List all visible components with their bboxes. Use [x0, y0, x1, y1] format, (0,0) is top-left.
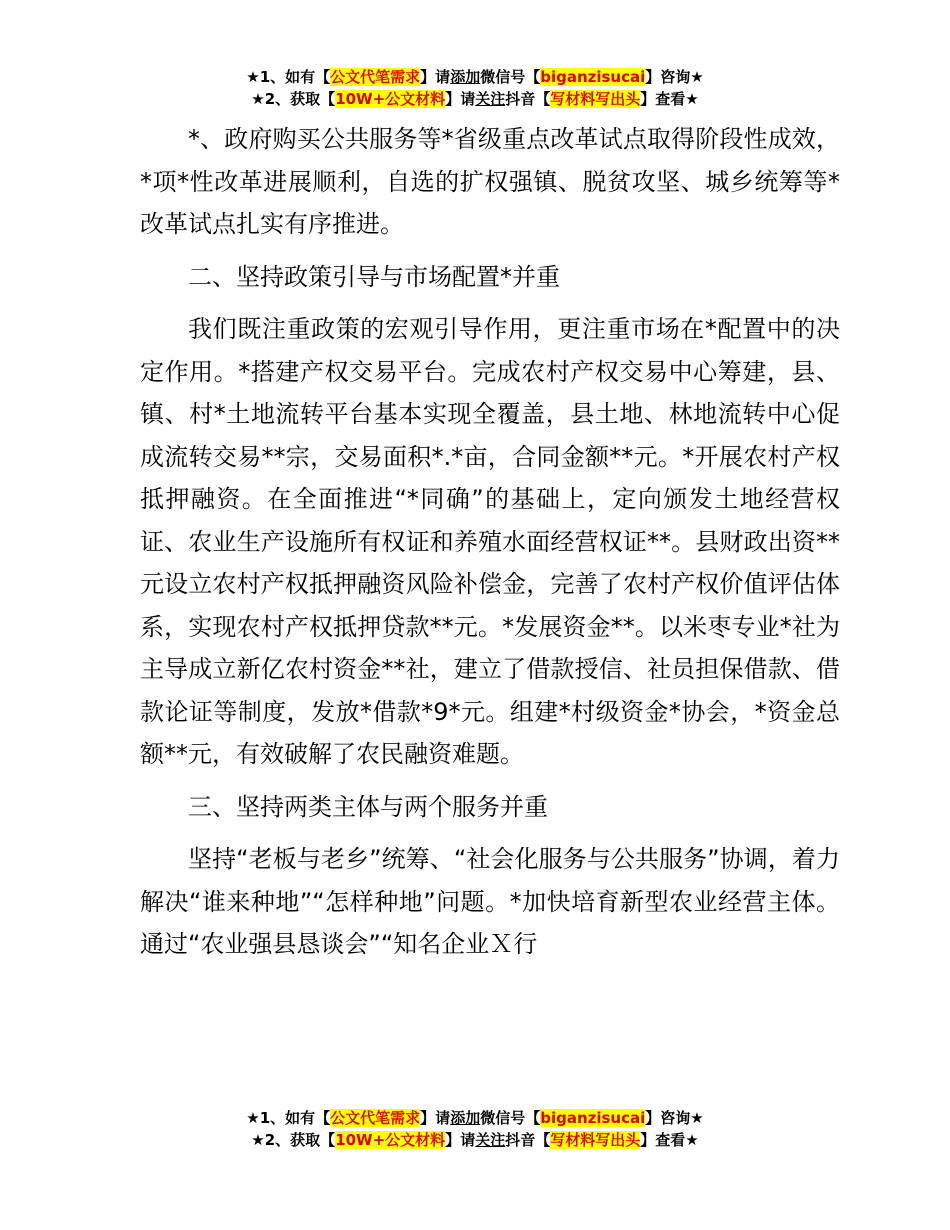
section-heading-3: 三、坚持两类主体与两个服务并重 — [188, 792, 548, 821]
banner-text: 】咨询★ — [645, 1109, 704, 1127]
banner-douyin-id: 写材料写出头 — [550, 1131, 641, 1149]
banner-text: 抖音【 — [505, 90, 551, 108]
banner-highlight: 公文代笔需求 — [330, 1109, 421, 1127]
header-banner — [0, 66, 950, 110]
banner-highlight: 10W+公文材料 — [335, 1131, 446, 1149]
banner-text: 】请 — [420, 68, 451, 86]
banner-highlight: 10W+公文材料 — [335, 90, 446, 108]
banner-underlined-text: 添加 — [450, 1109, 481, 1127]
banner-line-1 — [0, 66, 950, 88]
banner-line-1 — [0, 1107, 950, 1129]
banner-text: 】咨询★ — [645, 68, 704, 86]
banner-text: ★2、获取【 — [251, 90, 336, 108]
banner-line-2 — [0, 1129, 950, 1151]
banner-underlined-text: 关注 — [475, 90, 506, 108]
footer-banner — [0, 1107, 950, 1151]
banner-text: 微信号【 — [480, 68, 541, 86]
paragraph-1: *、政府购买公共服务等*省级重点改革试点取得阶段性成效，*项*性改革进展顺利，自选的扩权强镇、脱贫攻坚、城乡统筹等*改革试点扎实有序推进。 — [140, 125, 840, 238]
banner-text: 】请 — [420, 1109, 451, 1127]
banner-text: 】查看★ — [640, 1131, 699, 1149]
banner-underlined-text: 添加 — [450, 68, 481, 86]
banner-wechat-id: biganzisucai — [540, 1109, 646, 1127]
banner-text: 】请 — [445, 1131, 476, 1149]
banner-text: 抖音【 — [505, 1131, 551, 1149]
section-heading-2: 二、坚持政策引导与市场配置*并重 — [188, 262, 560, 291]
banner-douyin-id: 写材料写出头 — [550, 90, 641, 108]
paragraph-3: 坚持“老板与老乡”统筹、“社会化服务与公共服务”协调，着力解决“谁来种地”“怎样种地”问题。*加快培育新型农业经营主体。通过“农业强县恳谈会”“知名企业Ｘ行 — [140, 845, 840, 958]
banner-text: 】查看★ — [640, 90, 699, 108]
banner-text: 】请 — [445, 90, 476, 108]
banner-text: 微信号【 — [480, 1109, 541, 1127]
document-body — [140, 118, 840, 966]
banner-text: ★1、如有【 — [246, 1109, 331, 1127]
banner-wechat-id: biganzisucai — [540, 68, 646, 86]
banner-line-2 — [0, 88, 950, 110]
banner-text: ★2、获取【 — [251, 1131, 336, 1149]
banner-underlined-text: 关注 — [475, 1131, 506, 1149]
paragraph-2: 我们既注重政策的宏观引导作用，更注重市场在*配置中的决定作用。*搭建产权交易平台。完成农村产权交易中心筹建，县、镇、村*土地流转平台基本实现全覆盖，县土地、林地流转中心促成流转交易**宗，交易面积*.*亩，合同金额**元。*开展农村产权抵押融资。在全面推进“*同确”的基础上，定向颁发土地经营权证、农业生产设施所有权证和养殖水面经营权证**。县财政出资**元设立农村产权抵押融资风险补偿金，完善了农村产权价值评估体系，实现农村产权抵押贷款**元。*发展资金**。以米枣专业*社为主导成立新亿农村资金**社，建立了借款授信、社员担保借款、借款论证等制度，发放*借款*9*元。组建*村级资金*协会，*资金总额**元，有效破解了农民融资难题。 — [140, 315, 840, 768]
banner-text: ★1、如有【 — [246, 68, 331, 86]
banner-highlight: 公文代笔需求 — [330, 68, 421, 86]
